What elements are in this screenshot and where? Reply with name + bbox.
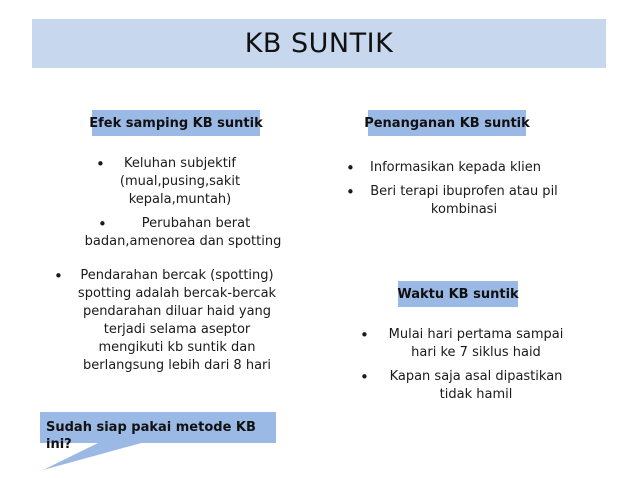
bullet-line: kepala,muntah) — [128, 192, 232, 207]
bullet-line: Mulai hari pertama sampai — [388, 327, 564, 342]
bullet-line: Perubahan berat — [141, 216, 251, 231]
bullet-icon: • — [98, 215, 107, 233]
bullet-line: berlangsung lebih dari 8 hari — [82, 358, 272, 373]
header-waktu: Waktu KB suntik — [398, 281, 518, 307]
bullet-line: Pendarahan bercak (spotting) — [80, 268, 274, 283]
header-efek-samping: Efek samping KB suntik — [92, 110, 260, 136]
bullet-line: pendarahan diluar haid yang — [82, 304, 272, 319]
bullet-line: terjadi selama aseptor — [103, 322, 251, 337]
bullet-line: spotting adalah bercak-bercak — [77, 286, 277, 301]
header-penanganan: Penanganan KB suntik — [368, 110, 526, 136]
bullet-line: hari ke 7 siklus haid — [411, 345, 541, 360]
bullet-line: mengikuti kb suntik dan — [98, 340, 256, 355]
bullet-line: badan,amenorea dan spotting — [84, 234, 282, 249]
page-title: KB SUNTIK — [244, 28, 394, 59]
bullet-line: tidak hamil — [439, 387, 513, 402]
callout-line: Sudah siap pakai metode KB — [46, 420, 256, 435]
bullet-line: Beri terapi ibuprofen atau pil — [370, 184, 558, 199]
bullet-line: (mual,pusing,sakit — [119, 174, 241, 189]
callout-text — [46, 419, 256, 453]
bullet-icon: • — [360, 368, 369, 386]
callout-line: ini? — [46, 437, 72, 452]
bullet-line: kombinasi — [430, 202, 498, 217]
bullet-line: Keluhan subjektif — [124, 156, 236, 171]
bullet-line: Informasikan kepada klien — [370, 160, 541, 175]
bullet-icon: • — [360, 326, 369, 344]
bullet-icon: • — [96, 155, 105, 173]
bullet-icon: • — [346, 183, 355, 201]
bullet-icon: • — [54, 267, 63, 285]
bullet-line: Kapan saja asal dipastikan — [389, 369, 563, 384]
bullet-icon: • — [346, 159, 355, 177]
